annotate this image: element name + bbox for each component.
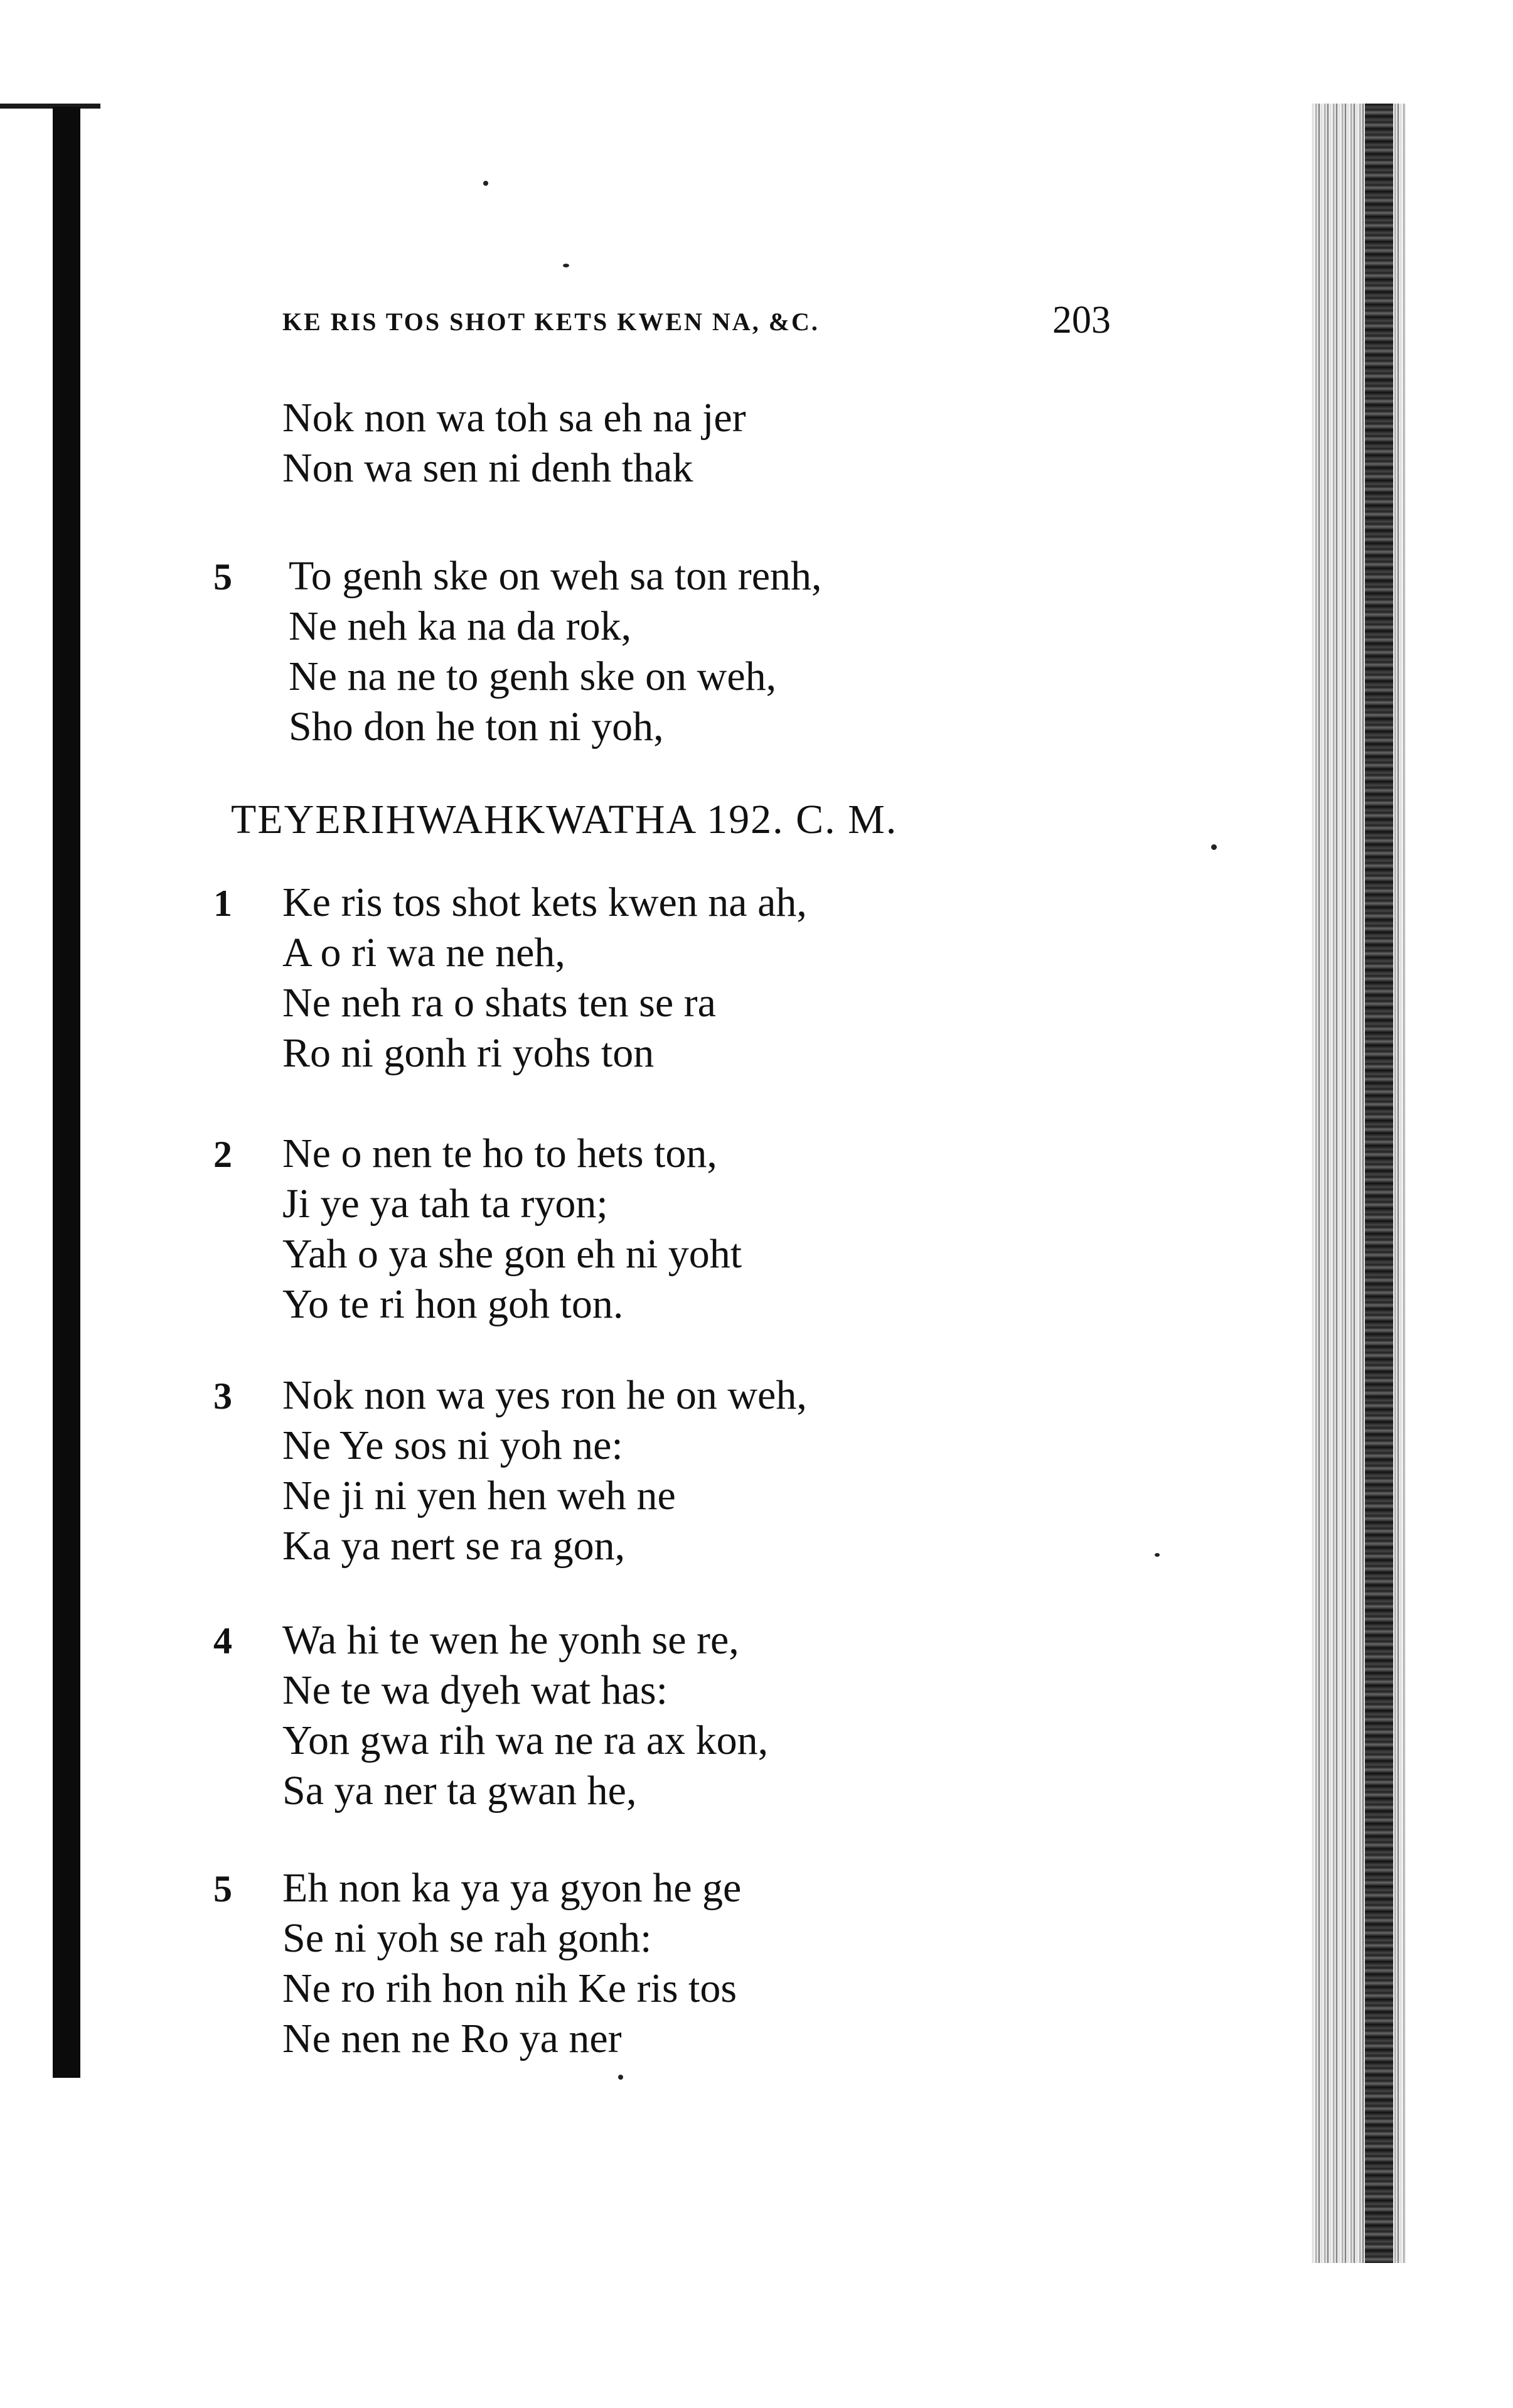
binding-edge [53,107,80,2078]
continuation-line: Non wa sen ni denh thak [282,445,693,491]
verse-line: Nok non wa yes ron he on weh, [282,1372,807,1418]
verse-line: Ne nen ne Ro ya ner [282,2016,622,2061]
verse-line: Ne o nen te ho to hets ton, [282,1131,717,1176]
verse-number: 1 [213,883,232,924]
verse-number: 5 [213,1868,232,1910]
verse-line: Ke ris tos shot kets kwen na ah, [282,879,807,925]
verse-line: Yo te ri hon goh ton. [282,1281,624,1327]
top-rule [0,104,100,109]
verse-line: Ro ni gonh ri yohs ton [282,1030,655,1076]
speck [618,2075,623,2080]
verse-line: Yah o ya she gon eh ni yoht [282,1231,742,1277]
speck [563,264,569,267]
verse-line: Ne te wa dyeh wat has: [282,1667,668,1713]
speck [1155,1553,1160,1557]
page-header [282,298,1111,342]
verse-number: 2 [213,1134,232,1175]
hymn-title: TEYERIHWAHKWATHA 192. C. M. [231,797,898,842]
page-number: 203 [1052,299,1111,341]
verse-line: To genh ske on weh sa ton renh, [289,553,822,599]
running-head: KE RIS TOS SHOT KETS KWEN NA, &C. [282,308,820,336]
page-edge-shadow [1365,104,1393,2263]
verse-line: Ne na ne to genh ske on weh, [289,653,777,699]
verse-line: Se ni yoh se rah gonh: [282,1915,652,1961]
verse-line: A o ri wa ne neh, [282,930,565,976]
verse-line: Eh non ka ya ya gyon he ge [282,1865,742,1911]
verse-number: 4 [213,1620,232,1662]
continuation-line: Nok non wa toh sa eh na jer [282,395,746,441]
verse-number: 5 [213,556,232,598]
verse-line: Ne neh ka na da rok, [289,603,632,649]
speck [1211,844,1217,850]
speck [483,181,488,186]
verse-line: Ne ji ni yen hen weh ne [282,1473,676,1518]
verse-number: 3 [213,1375,232,1417]
verse-line: Ne Ye sos ni yoh ne: [282,1422,623,1468]
verse-line: Ka ya nert se ra gon, [282,1523,626,1569]
verse-line: Sho don he ton ni yoh, [289,704,664,750]
verse-line: Wa hi te wen he yonh se re, [282,1617,739,1663]
verse-line: Sa ya ner ta gwan he, [282,1768,637,1814]
verse-line: Ji ye ya tah ta ryon; [282,1181,608,1227]
verse-line: Ne neh ra o shats ten se ra [282,980,716,1026]
verse-line: Yon gwa rih wa ne ra ax kon, [282,1717,769,1763]
verse-line: Ne ro rih hon nih Ke ris tos [282,1965,737,2011]
